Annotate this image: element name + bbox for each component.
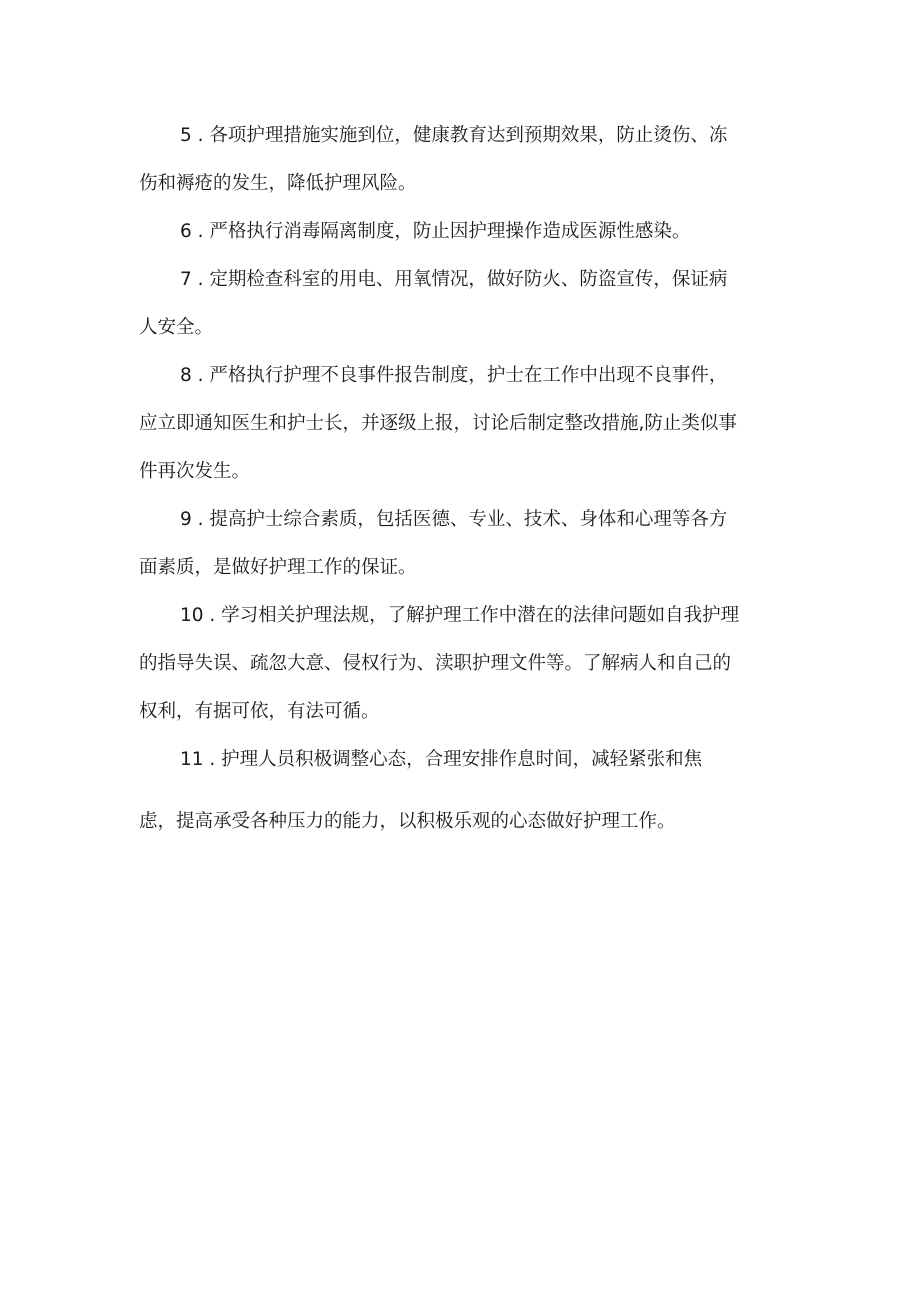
paragraph-7 (139, 256, 789, 352)
paragraph-5 (139, 112, 789, 208)
paragraph-line: 7 . 定期检查科室的用电、用氧情况，做好防火、防盗宣传，保证病 (180, 269, 728, 290)
paragraph-line: 面素质，是做好护理工作的保证。 (139, 557, 417, 578)
paragraph-line: 伤和褥疮的发生，降低护理风险。 (139, 173, 417, 194)
paragraph-line: 11 . 护理人员积极调整心态，合理安排作息时间，减轻紧张和焦 (180, 749, 703, 770)
paragraph-line: 权利，有据可依，有法可循。 (139, 701, 380, 722)
paragraph-11 (139, 736, 789, 846)
paragraph-line: 的指导失误、疏忽大意、侵权行为、渎职护理文件等。了解病人和自己的 (139, 653, 732, 674)
paragraph-line: 9 . 提高护士综合素质，包括医德、专业、技术、身体和心理等各方 (180, 509, 728, 530)
document-body (139, 112, 789, 846)
paragraph-line: 6 . 严格执行消毒隔离制度，防止因护理操作造成医源性感染。 (180, 221, 691, 242)
paragraph-line: 人安全。 (139, 317, 214, 338)
paragraph-9 (139, 496, 789, 592)
paragraph-6 (139, 208, 789, 256)
paragraph-line: 8 . 严格执行护理不良事件报告制度，护士在工作中出现不良事件， (180, 365, 728, 386)
paragraph-line: 虑，提高承受各种压力的能力，以积极乐观的心态做好护理工作。 (139, 811, 676, 832)
paragraph-line: 10 . 学习相关护理法规，了解护理工作中潜在的法律问题如自我护理 (180, 605, 740, 626)
paragraph-line: 应立即通知医生和护士长，并逐级上报，讨论后制定整改措施,防止类似事 (139, 413, 737, 434)
paragraph-line: 5 . 各项护理措施实施到位，健康教育达到预期效果，防止烫伤、冻 (180, 125, 728, 146)
paragraph-8 (139, 352, 789, 496)
paragraph-10 (139, 592, 789, 736)
paragraph-line: 件再次发生。 (139, 461, 251, 482)
